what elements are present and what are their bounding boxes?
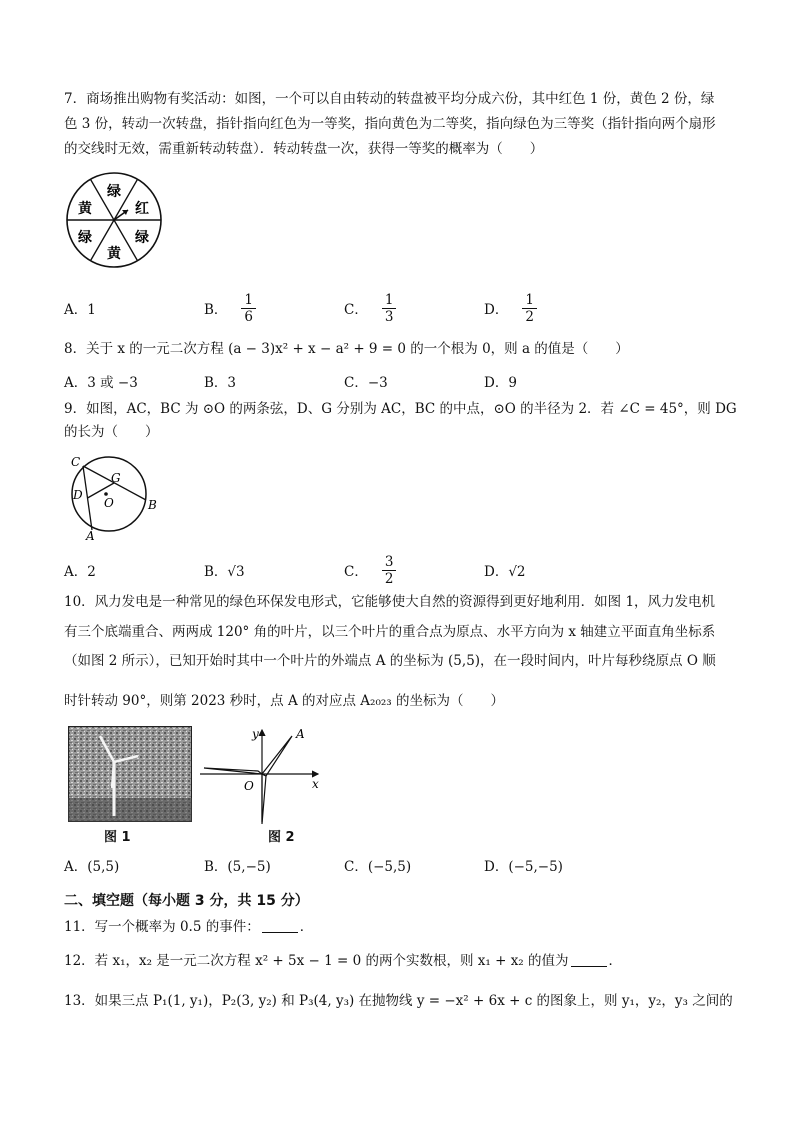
spinner-label-left-lower: 绿 (78, 230, 92, 246)
circle-chords-figure (62, 452, 157, 542)
q8-option-b[interactable]: B．3 (204, 375, 237, 391)
q9-options (64, 548, 734, 592)
turbine-coordinate-diagram (196, 724, 326, 826)
fraction: $\frac{1}{6}$ (241, 292, 256, 325)
fraction: $\frac{1}{2}$ (522, 292, 537, 325)
q10-option-a[interactable]: A．(5,5) (64, 859, 120, 875)
fraction: $\frac{3}{2}$ (382, 554, 397, 587)
blade-left (204, 768, 262, 774)
q7-line3: 的交线时无效，需重新转动转盘）．转动转盘一次，获得一等奖的概率为（ ） (64, 141, 544, 157)
blade-a (262, 736, 292, 776)
q8-line1: 8．关于 x 的一元二次方程 (a − 3)x² + x − a² + 9 = 0 的一个根为 0，则 a 的值是（ ） (64, 341, 629, 357)
q8-option-c[interactable]: C．−3 (344, 375, 388, 391)
q7-option-d[interactable]: D． $\frac{1}{2}$ (484, 286, 537, 330)
q7-option-a[interactable]: A．1 (64, 302, 96, 318)
q9-option-d[interactable]: D．√2 (484, 564, 526, 580)
q9-option-a[interactable]: A．2 (64, 564, 96, 580)
q9-option-b[interactable]: B．√3 (204, 564, 245, 580)
q9-line2: 的长为（ ） (64, 424, 159, 440)
section-title: 二、填空题（每小题 3 分，共 15 分） (64, 893, 309, 909)
label-o: O (104, 496, 114, 510)
label-d: D (73, 488, 83, 502)
label-x: x (312, 777, 319, 791)
q10-option-c[interactable]: C．(−5,5) (344, 859, 412, 875)
spinner-label-left-upper: 黄 (78, 201, 92, 217)
answer-blank[interactable] (262, 918, 298, 933)
spinner-label-right-upper: 红 (135, 201, 149, 217)
label-b: B (148, 498, 157, 512)
q10-line2: 有三个底端重合、两两成 120° 角的叶片，以三个叶片的重合点为原点、水平方向为 x 轴建立平面直角坐标系 (64, 624, 716, 640)
q8-option-a[interactable]: A．3 或 −3 (64, 375, 138, 391)
q11-line: 11．写一个概率为 0.5 的事件： ． (64, 919, 314, 935)
label-o: O (244, 779, 254, 793)
q12-line: 12．若 x₁，x₂ 是一元二次方程 x² + 5x − 1 = 0 的两个实数根，则 x₁ + x₂ 的值为 ． (64, 953, 623, 969)
q7-option-c[interactable]: C． $\frac{1}{3}$ (344, 286, 396, 330)
q9-line1: 9．如图，AC，BC 为 ⊙O 的两条弦，D、G 分别为 AC，BC 的中点，⊙O 的半径为 2．若 ∠C = 45°，则 DG (64, 401, 737, 417)
label-a: A (296, 727, 305, 741)
label-g: G (111, 471, 121, 485)
spinner-label-right-lower: 绿 (135, 230, 149, 246)
q10-line3: （如图 2 所示），已知开始时其中一个叶片的外端点 A 的坐标为 (5,5)，在一段时间内，叶片每秒绕原点 O 顺 (64, 653, 716, 669)
blade-down (262, 774, 266, 824)
q8-option-d[interactable]: D．9 (484, 375, 517, 391)
spinner-figure (64, 170, 164, 270)
q10-line1: 10．风力发电是一种常见的绿色环保发电形式，它能够使大自然的资源得到更好地利用．如图 1，风力发电机 (64, 594, 716, 610)
spinner-label-bottom: 黄 (107, 246, 121, 262)
fraction: $\frac{1}{3}$ (382, 292, 397, 325)
q10-options (64, 856, 734, 878)
q7-line2: 色 3 份，转动一次转盘，指针指向红色为一等奖，指向黄色为二等奖，指向绿色为三等奖（指针指向两个扇形 (64, 116, 716, 132)
q7-line1: 7．商场推出购物有奖活动：如图，一个可以自由转动的转盘被平均分成六份，其中红色 1 份，黄色 2 份，绿 (64, 91, 715, 107)
fig2-caption: 图 2 (268, 830, 295, 845)
q8-options (64, 372, 734, 394)
q10-option-d[interactable]: D．(−5,−5) (484, 859, 563, 875)
q9-option-c[interactable]: C． $\frac{3}{2}$ (344, 548, 396, 592)
q7-option-b[interactable]: B． $\frac{1}{6}$ (204, 286, 256, 330)
fig1-caption: 图 1 (104, 830, 131, 845)
label-y: y (252, 727, 259, 741)
wind-turbine-photo (68, 726, 192, 822)
answer-blank[interactable] (571, 952, 607, 967)
q7-options (64, 286, 734, 330)
q13-line: 13．如果三点 P₁(1, y₁)，P₂(3, y₂) 和 P₃(4, y₃) 在抛物线 y = −x² + 6x + c 的图象上，则 y₁，y₂，y₃ 之间的 (64, 993, 733, 1009)
q10-line4: 时针转动 90°，则第 2023 秒时，点 A 的对应点 A₂₀₂₃ 的坐标为（ ） (64, 693, 504, 709)
q10-option-b[interactable]: B．(5,−5) (204, 859, 271, 875)
label-a: A (86, 529, 95, 542)
spinner-label-top: 绿 (107, 184, 121, 200)
label-c: C (71, 455, 81, 469)
